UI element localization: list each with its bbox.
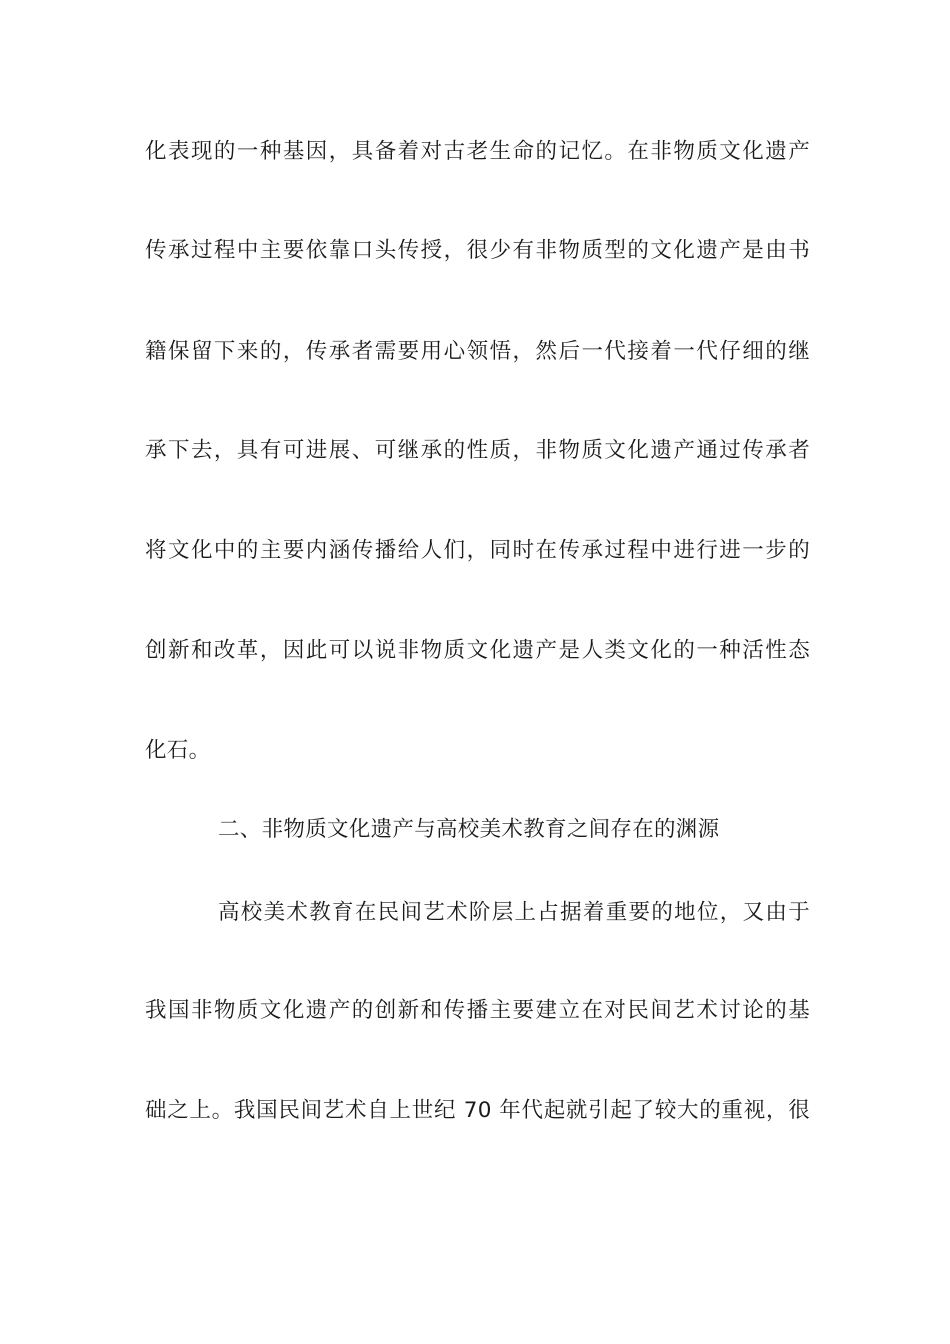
body-text-line: 承下去，具有可进展、可继承的性质，非物质文化遗产通过传承者 [145,438,810,463]
body-text-line: 化表现的一种基因，具备着对古老生命的记忆。在非物质文化遗产 [145,139,810,164]
body-text-line: 将文化中的主要内涵传播给人们，同时在传承过程中进行进一步的 [145,538,810,563]
body-text-line: 高校美术教育在民间艺术阶层上占据着重要的地位，又由于 [218,900,810,925]
body-text-line: 我国非物质文化遗产的创新和传播主要建立在对民间艺术讨论的基 [145,998,810,1023]
body-text-line: 籍保留下来的，传承者需要用心领悟，然后一代接着一代仔细的继 [145,339,810,364]
body-text-line: 础之上。我国民间艺术自上世纪 70 年代起就引起了较大的重视，很 [145,1098,810,1123]
body-text-line: 传承过程中主要依靠口头传授，很少有非物质型的文化遗产是由书 [145,238,810,263]
body-text-line: 创新和改革，因此可以说非物质文化遗产是人类文化的一种活性态 [145,638,810,663]
section-heading: 二、非物质文化遗产与高校美术教育之间存在的渊源 [218,817,720,842]
body-text-line: 化石。 [145,738,211,763]
